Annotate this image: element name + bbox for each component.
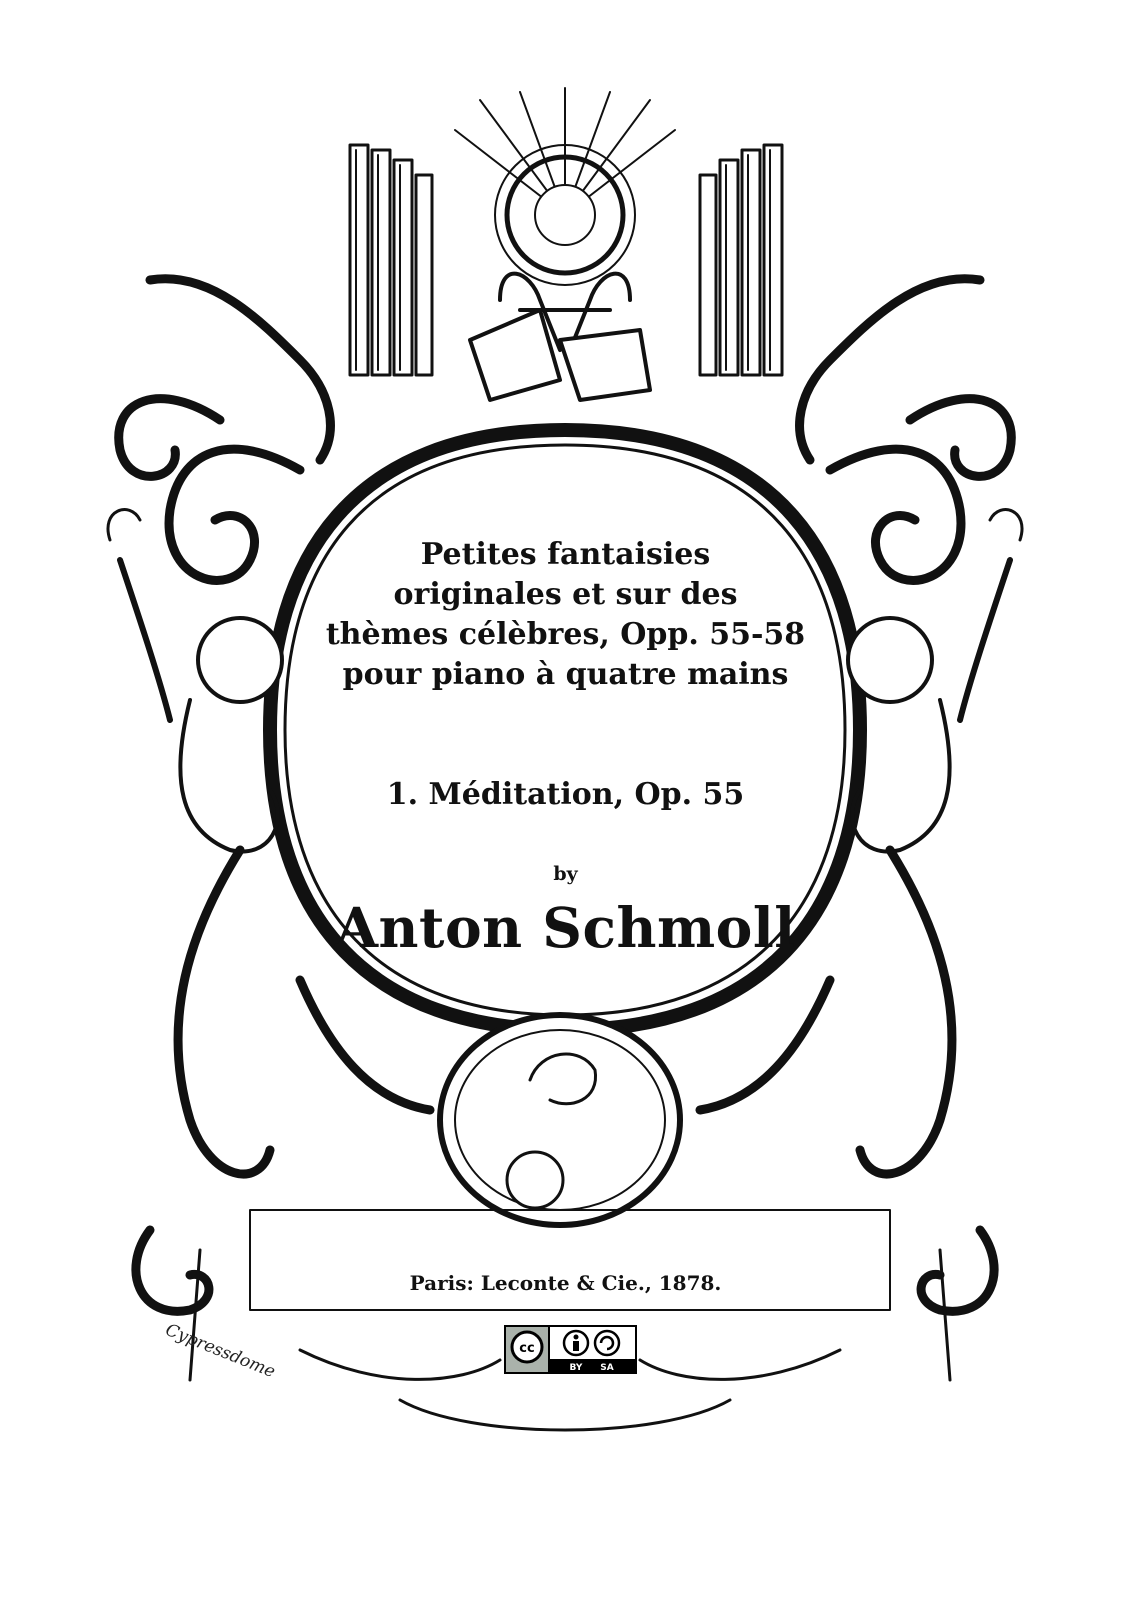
title-line: pour piano à quatre mains <box>342 657 789 692</box>
title-line: thèmes célèbres, Opp. 55-58 <box>325 617 806 652</box>
bottom-medallion <box>440 1015 680 1225</box>
by-label: BY <box>569 1363 583 1373</box>
title-line: Petites fantaisies <box>420 537 711 572</box>
piece-title: 1. Méditation, Op. 55 <box>386 777 745 812</box>
organ-pipes-left <box>350 145 432 375</box>
sa-label: SA <box>600 1363 614 1373</box>
title-line: originales et sur des <box>393 577 738 612</box>
lyre-and-books <box>470 274 650 400</box>
creative-commons-by-sa-icon[interactable] <box>504 1325 637 1374</box>
organ-pipes-right <box>700 145 782 375</box>
cc-badge-text: cc <box>519 1341 535 1356</box>
engraver-signature: Cypressdome <box>162 1320 278 1383</box>
sa-icon <box>595 1331 619 1355</box>
publisher-imprint: Paris: Leconte & Cie., 1878. <box>409 1271 722 1295</box>
work-title <box>0 535 1131 695</box>
composer-name: Anton Schmoll <box>335 895 796 960</box>
by-label: by <box>553 863 578 885</box>
